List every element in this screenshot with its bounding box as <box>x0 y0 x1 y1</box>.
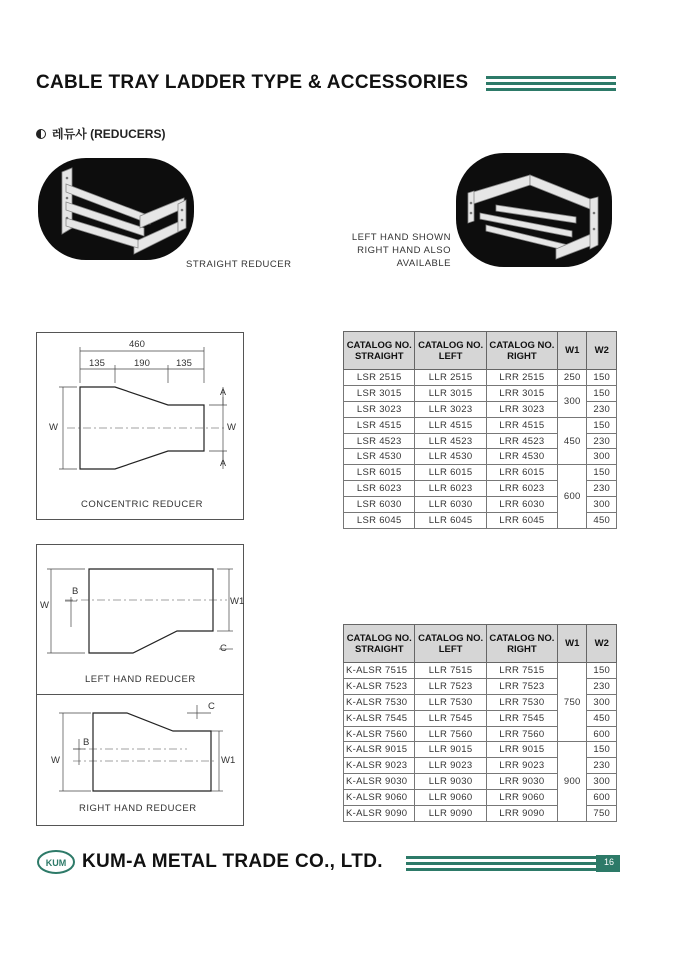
cell-left: LLR 7523 <box>415 678 486 694</box>
cell-right: LRR 3023 <box>486 401 557 417</box>
cell-right: LRR 7515 <box>486 663 557 679</box>
straight-reducer-caption: STRAIGHT REDUCER <box>186 259 292 270</box>
page-number: 16 <box>603 857 614 867</box>
cell-w2: 230 <box>587 433 617 449</box>
cell-w2: 150 <box>587 417 617 433</box>
cell-left: LLR 4523 <box>415 433 486 449</box>
dim-c: 135 <box>176 358 192 369</box>
left-hand-caption-line-2: RIGHT HAND ALSO <box>357 245 451 256</box>
cell-straight: K-ALSR 9023 <box>344 758 415 774</box>
cell-right: LRR 9015 <box>486 742 557 758</box>
cell-straight: LSR 6045 <box>344 513 415 529</box>
table-row <box>344 742 617 758</box>
dim-total: 460 <box>129 339 145 350</box>
cell-right: LRR 7560 <box>486 726 557 742</box>
col-header-w2: W2 <box>587 625 617 663</box>
cell-left: LLR 9015 <box>415 742 486 758</box>
cell-left: LLR 7530 <box>415 694 486 710</box>
label-w-left: W <box>49 422 58 433</box>
right-hand-reducer-caption: RIGHT HAND REDUCER <box>79 803 197 814</box>
kum-logo <box>36 849 76 875</box>
cell-w2: 150 <box>587 465 617 481</box>
right-hand-reducer-diagram <box>36 694 244 826</box>
lh-label-c: C <box>220 643 227 654</box>
col-header-straight: CATALOG NO. STRAIGHT <box>344 625 415 663</box>
footer-stripe <box>406 868 596 871</box>
cell-straight: LSR 4530 <box>344 449 415 465</box>
cell-left: LLR 6023 <box>415 481 486 497</box>
dim-a: 135 <box>89 358 105 369</box>
cell-right: LRR 2515 <box>486 370 557 386</box>
lh-label-w1: W1 <box>230 596 245 607</box>
cell-straight: LSR 6015 <box>344 465 415 481</box>
section-heading <box>36 125 165 142</box>
cell-w2: 230 <box>587 758 617 774</box>
cell-right: LRR 7523 <box>486 678 557 694</box>
cell-left: LLR 4530 <box>415 449 486 465</box>
rh-label-c: C <box>208 701 215 712</box>
cell-left: LLR 7515 <box>415 663 486 679</box>
cell-right: LRR 7530 <box>486 694 557 710</box>
col-header-w1: W1 <box>558 625 587 663</box>
concentric-reducer-diagram <box>36 332 244 520</box>
page-title: CABLE TRAY LADDER TYPE & ACCESSORIES <box>36 72 469 93</box>
cell-left: LLR 7560 <box>415 726 486 742</box>
cell-left: LLR 9030 <box>415 774 486 790</box>
cell-w2: 150 <box>587 370 617 386</box>
cell-left: LLR 9060 <box>415 790 486 806</box>
concentric-caption: CONCENTRIC REDUCER <box>81 499 203 510</box>
cell-w1: 250 <box>558 370 587 386</box>
col-header-w1: W1 <box>558 332 587 370</box>
half-circle-icon <box>36 129 46 139</box>
table-row <box>344 370 617 386</box>
cell-straight: K-ALSR 9030 <box>344 774 415 790</box>
cell-left: LLR 4515 <box>415 417 486 433</box>
cell-right: LRR 4515 <box>486 417 557 433</box>
cell-w2: 230 <box>587 678 617 694</box>
label-a-bottom: A <box>220 458 227 468</box>
cell-straight: K-ALSR 9090 <box>344 806 415 822</box>
cell-w2: 300 <box>587 449 617 465</box>
cell-w2: 150 <box>587 385 617 401</box>
section-label: 레듀사 (REDUCERS) <box>52 127 166 141</box>
col-header-left: CATALOG NO. LEFT <box>415 332 486 370</box>
col-header-right: CATALOG NO. RIGHT <box>486 332 557 370</box>
cell-right: LRR 6030 <box>486 497 557 513</box>
cell-left: LLR 6045 <box>415 513 486 529</box>
cell-straight: K-ALSR 7523 <box>344 678 415 694</box>
cell-w2: 450 <box>587 513 617 529</box>
cell-w2: 450 <box>587 710 617 726</box>
cell-straight: LSR 6030 <box>344 497 415 513</box>
reducer-catalog-table-2 <box>343 624 617 822</box>
cell-w2: 600 <box>587 790 617 806</box>
cell-right: LRR 4530 <box>486 449 557 465</box>
dim-b: 190 <box>134 358 150 369</box>
cell-straight: LSR 2515 <box>344 370 415 386</box>
cell-right: LRR 6015 <box>486 465 557 481</box>
cell-w1: 300 <box>558 385 587 417</box>
cell-straight: K-ALSR 7515 <box>344 663 415 679</box>
cell-right: LRR 4523 <box>486 433 557 449</box>
cell-w2: 150 <box>587 742 617 758</box>
footer-stripe <box>406 856 620 859</box>
cell-w1: 450 <box>558 417 587 465</box>
footer-stripe <box>406 862 596 865</box>
cell-w2: 230 <box>587 401 617 417</box>
company-name: KUM-A METAL TRADE CO., LTD. <box>82 851 383 872</box>
table-row <box>344 663 617 679</box>
cell-left: LLR 6030 <box>415 497 486 513</box>
cell-right: LRR 9030 <box>486 774 557 790</box>
cell-straight: LSR 3015 <box>344 385 415 401</box>
col-header-right: CATALOG NO. RIGHT <box>486 625 557 663</box>
rh-label-w1: W1 <box>221 755 236 766</box>
cell-w2: 300 <box>587 694 617 710</box>
cell-right: LRR 3015 <box>486 385 557 401</box>
left-hand-reducer-illustration <box>456 153 612 267</box>
cell-w2: 300 <box>587 774 617 790</box>
cell-w2: 150 <box>587 663 617 679</box>
col-header-straight: CATALOG NO. STRAIGHT <box>344 332 415 370</box>
cell-straight: LSR 6023 <box>344 481 415 497</box>
cell-straight: LSR 3023 <box>344 401 415 417</box>
cell-w2: 300 <box>587 497 617 513</box>
title-stripe <box>486 76 616 79</box>
lh-label-w: W <box>40 600 49 611</box>
cell-right: LRR 9060 <box>486 790 557 806</box>
cell-w2: 230 <box>587 481 617 497</box>
label-w-right: W <box>227 422 236 433</box>
cell-straight: K-ALSR 9015 <box>344 742 415 758</box>
cell-right: LRR 9090 <box>486 806 557 822</box>
straight-reducer-photo <box>38 158 194 260</box>
label-a-top: A <box>220 387 227 397</box>
cell-right: LRR 9023 <box>486 758 557 774</box>
left-hand-caption-line-1: LEFT HAND SHOWN <box>351 232 451 243</box>
cell-left: LLR 3015 <box>415 385 486 401</box>
logo-text: KUM <box>45 858 67 868</box>
straight-reducer-illustration <box>38 158 194 260</box>
cell-w2: 750 <box>587 806 617 822</box>
left-hand-reducer-photo <box>456 153 612 267</box>
col-header-w2: W2 <box>587 332 617 370</box>
table-row <box>344 385 617 401</box>
cell-left: LLR 2515 <box>415 370 486 386</box>
rh-label-b: B <box>83 737 90 748</box>
col-header-left: CATALOG NO. LEFT <box>415 625 486 663</box>
cell-straight: K-ALSR 7560 <box>344 726 415 742</box>
cell-right: LRR 6023 <box>486 481 557 497</box>
cell-straight: K-ALSR 9060 <box>344 790 415 806</box>
cell-straight: LSR 4515 <box>344 417 415 433</box>
cell-w2: 600 <box>587 726 617 742</box>
reducer-catalog-table-1 <box>343 331 617 529</box>
cell-w1: 750 <box>558 663 587 742</box>
table-row <box>344 465 617 481</box>
table-row <box>344 417 617 433</box>
cell-left: LLR 7545 <box>415 710 486 726</box>
cell-w1: 600 <box>558 465 587 529</box>
title-stripe <box>486 82 616 85</box>
left-hand-reducer-drawing <box>37 545 243 695</box>
cell-left: LLR 9090 <box>415 806 486 822</box>
cell-straight: K-ALSR 7545 <box>344 710 415 726</box>
left-hand-reducer-diagram <box>36 544 244 696</box>
lh-label-b: B <box>72 586 79 597</box>
title-stripe <box>486 88 616 91</box>
cell-straight: LSR 4523 <box>344 433 415 449</box>
cell-right: LRR 7545 <box>486 710 557 726</box>
left-hand-reducer-caption: LEFT HAND REDUCER <box>85 674 196 685</box>
cell-right: LRR 6045 <box>486 513 557 529</box>
cell-straight: K-ALSR 7530 <box>344 694 415 710</box>
cell-left: LLR 9023 <box>415 758 486 774</box>
left-hand-caption-line-3: AVAILABLE <box>396 258 451 269</box>
cell-w1: 900 <box>558 742 587 821</box>
rh-label-w: W <box>51 755 60 766</box>
cell-left: LLR 3023 <box>415 401 486 417</box>
cell-left: LLR 6015 <box>415 465 486 481</box>
